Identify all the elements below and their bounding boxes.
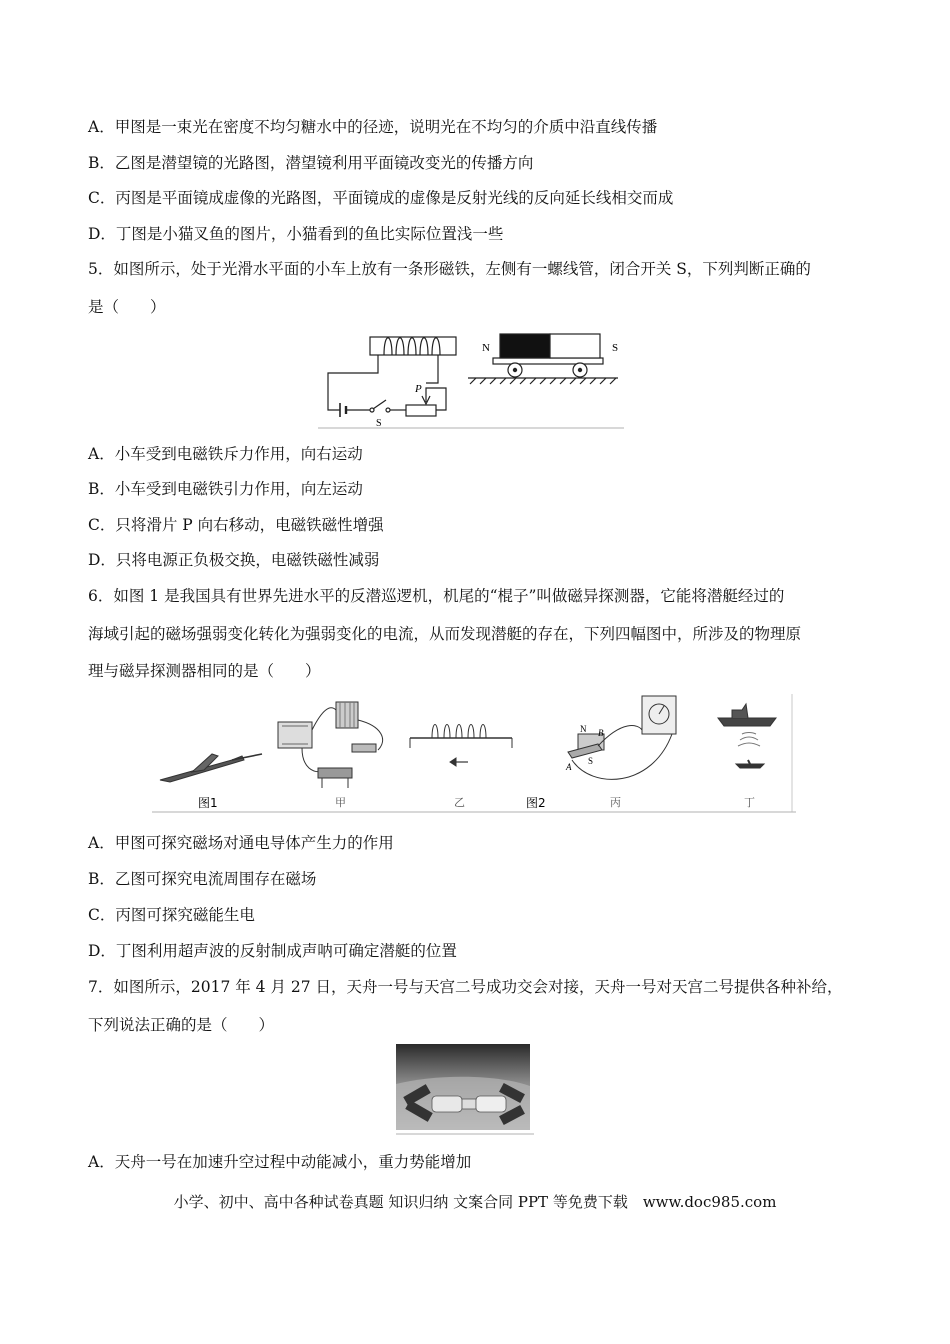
q6-label-a: A [566,762,572,772]
q6-label-s: S [588,756,594,766]
q6-option-a: A．甲图可探究磁场对通电导体产生力的作用 [88,834,394,852]
q6-label-b: B [598,728,604,738]
q5-label-s: S [612,342,619,354]
q6-option-d: D．丁图利用超声波的反射制成声呐可确定潜艇的位置 [88,942,457,960]
q6-stem-line2: 海域引起的磁场强弱变化转化为强弱变化的电流，从而发现潜艇的存在，下列四幅图中，所涉及的物理原 [88,625,802,643]
q5-option-c: C．只将滑片 P 向右移动，电磁铁磁性增强 [88,516,384,534]
q7-option-a: A．天舟一号在加速升空过程中动能减小，重力势能增加 [88,1153,472,1171]
q5-figure-electromagnet-cart [318,328,628,432]
q5-option-b: B．小车受到电磁铁引力作用，向左运动 [88,480,363,498]
q6-figure-panels [152,690,796,816]
q5-option-d: D．只将电源正负极交换，电磁铁磁性减弱 [88,551,380,569]
q6-label-ding: 丁 [744,796,755,809]
page-footer: 小学、初中、高中各种试卷真题 知识归纳 文案合同 PPT 等免费下载 www.doc985.com [173,1193,777,1211]
q5-label-p: P [415,383,422,395]
q4-option-c: C．丙图是平面镜成虚像的光路图，平面镜成的虚像是反射光线的反向延长线相交而成 [88,189,674,207]
q6-stem-line1: 6．如图 1 是我国具有世界先进水平的反潜巡逻机，机尾的“棍子”叫做磁异探测器，它能将潜艇经过的 [88,587,785,605]
q7-stem-line1: 7．如图所示，2017 年 4 月 27 日，天舟一号与天宫二号成功交会对接，天舟一号对天宫二号提供各种补给， [88,978,843,996]
q6-label-jia: 甲 [335,796,346,809]
q7-figure-space-docking [396,1044,536,1136]
q6-label-fig2: 图2 [526,796,546,810]
q6-stem-line3: 理与磁异探测器相同的是（ ） [88,662,321,680]
q6-label-yi: 乙 [454,796,465,809]
q5-label-n: N [482,342,490,354]
q7-stem-line2: 下列说法正确的是（ ） [88,1016,275,1034]
q6-option-c: C．丙图可探究磁能生电 [88,906,255,924]
q6-option-b: B．乙图可探究电流周围存在磁场 [88,870,317,888]
q4-option-d: D．丁图是小猫叉鱼的图片，小猫看到的鱼比实际位置浅一些 [88,225,504,243]
q4-option-b: B．乙图是潜望镜的光路图，潜望镜利用平面镜改变光的传播方向 [88,154,534,172]
q6-label-bing: 丙 [610,796,621,809]
q4-option-a: A．甲图是一束光在密度不均匀糖水中的径迹，说明光在不均匀的介质中沿直线传播 [88,118,658,136]
q5-stem-line2: 是（ ） [88,298,166,316]
q5-label-switch: S [376,418,382,429]
q5-stem-line1: 5．如图所示，处于光滑水平面的小车上放有一条形磁铁，左侧有一螺线管，闭合开关 S，下列判断正确的 [88,260,811,278]
q6-label-fig1: 图1 [198,796,218,810]
q6-label-n: N [580,724,587,734]
q5-option-a: A．小车受到电磁铁斥力作用，向右运动 [88,445,363,463]
